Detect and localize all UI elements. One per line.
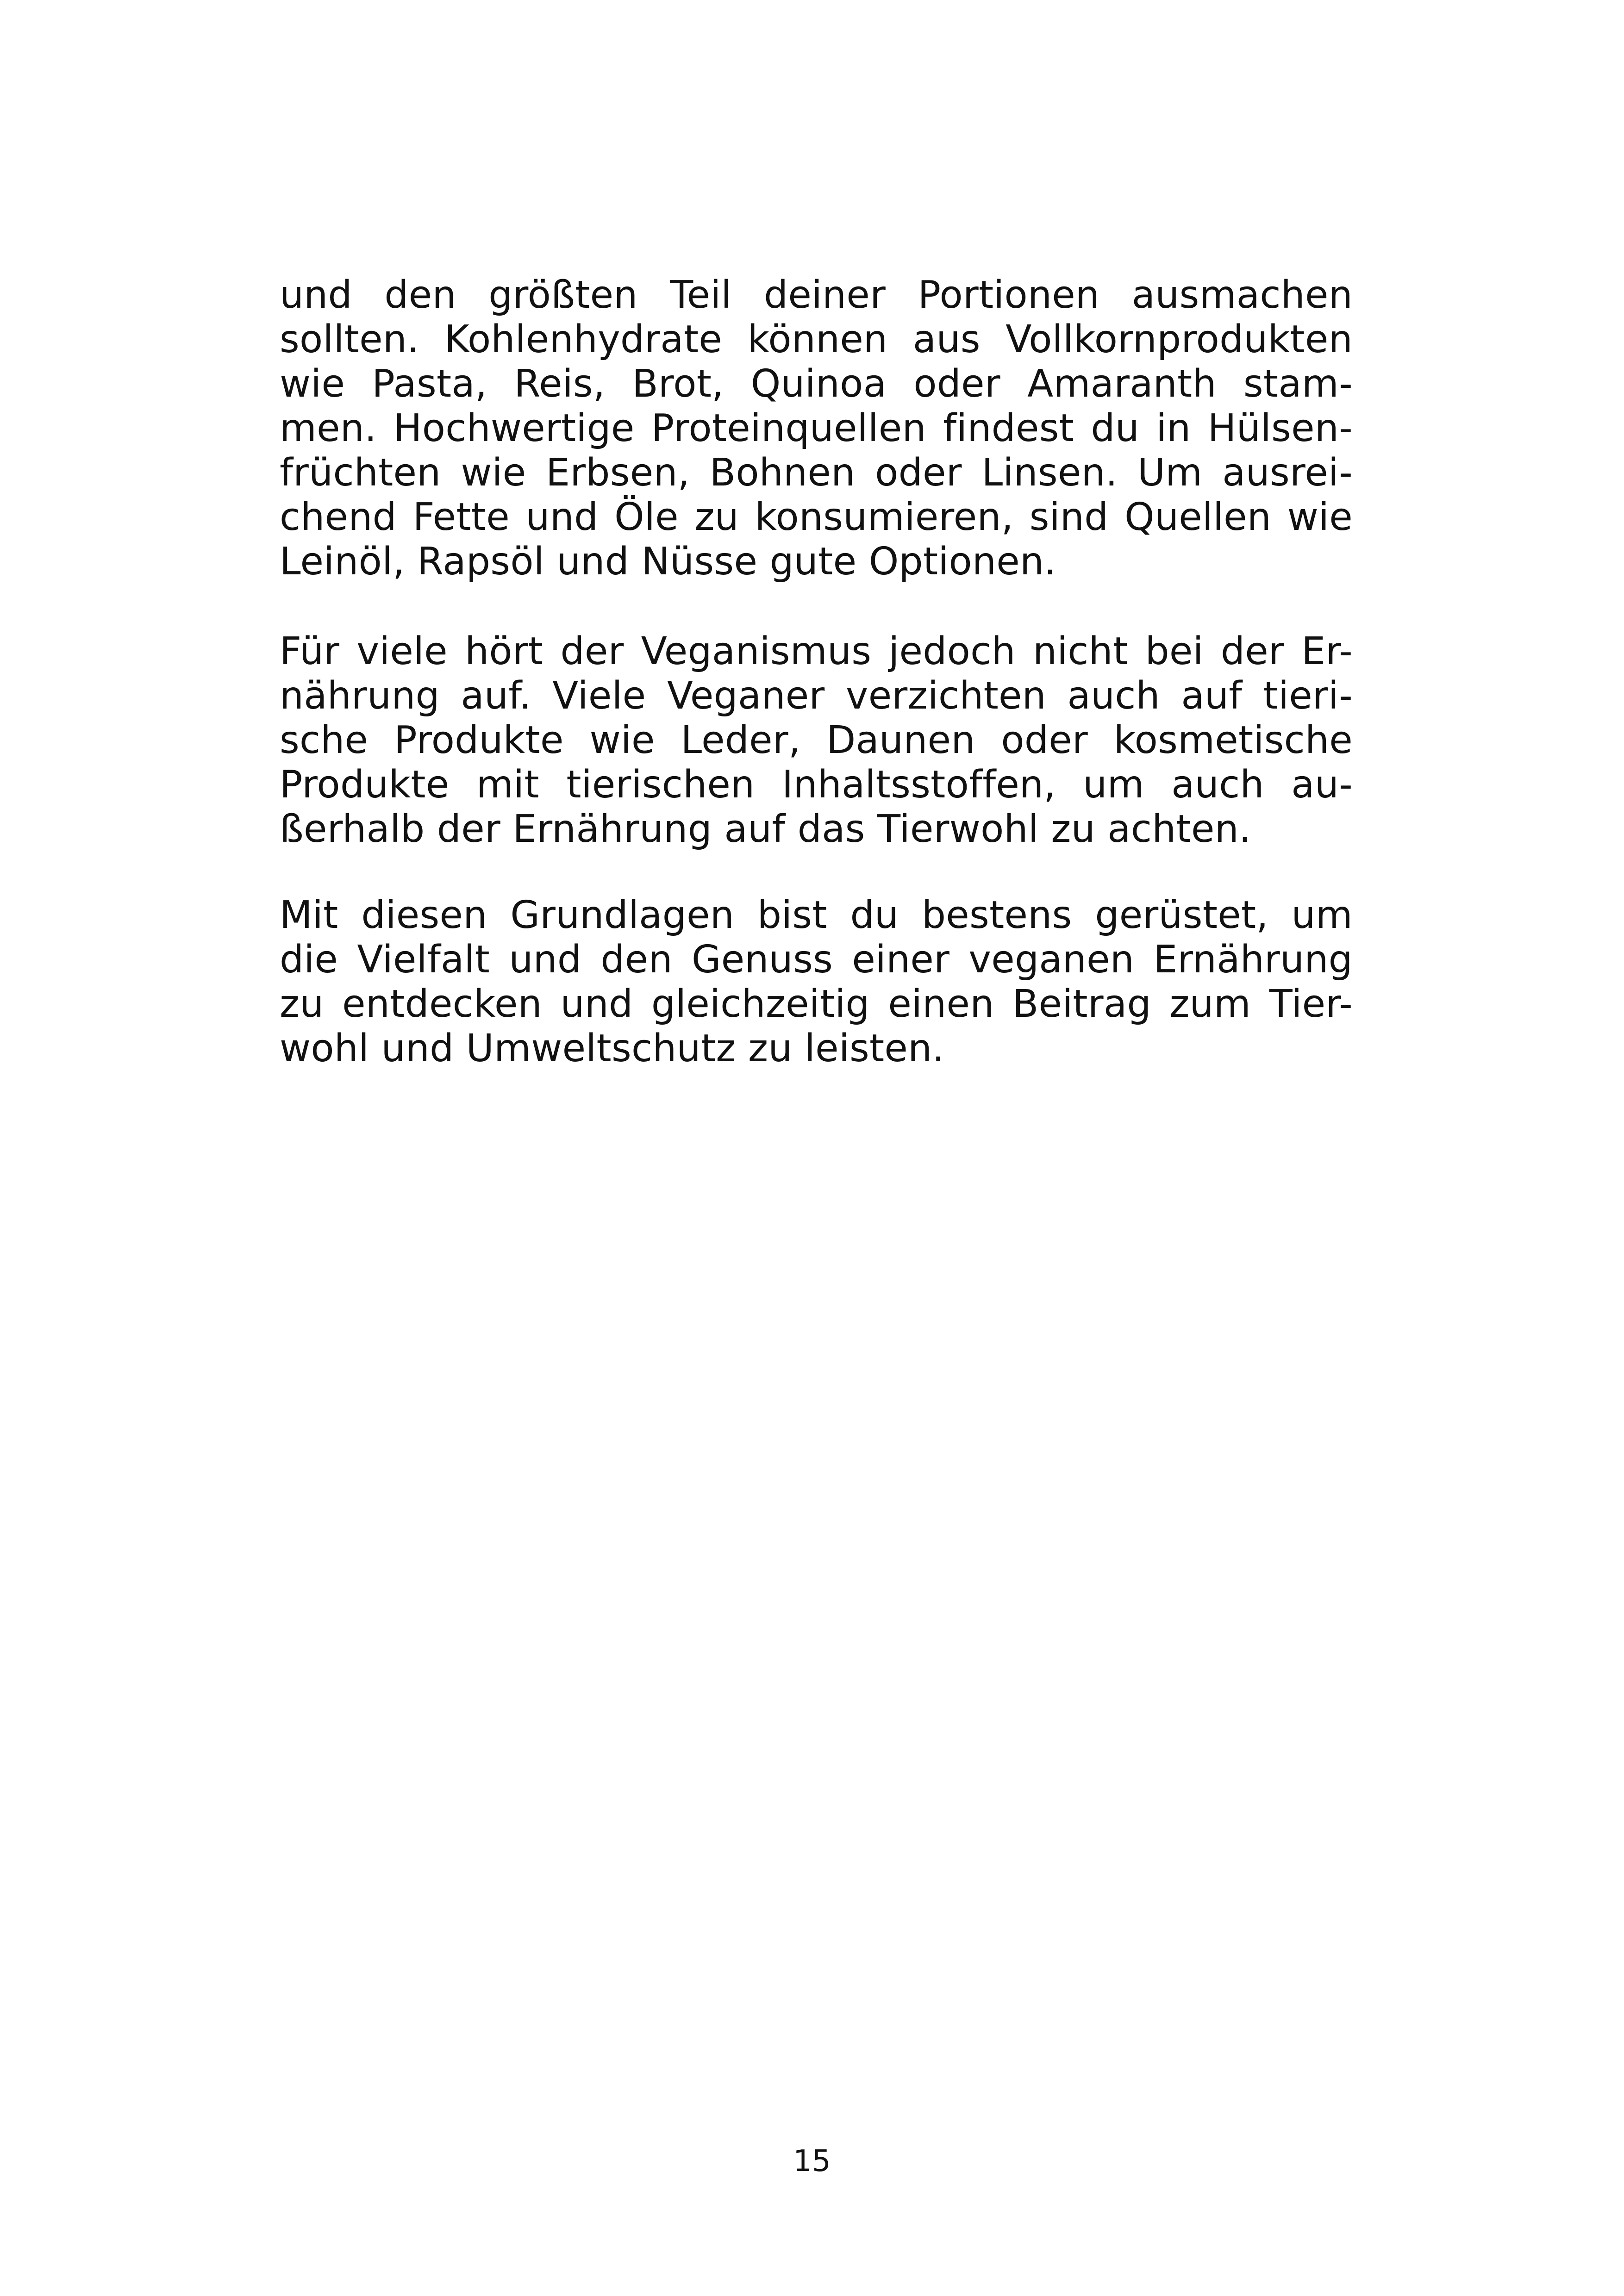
paragraph-line: früchten wie Erbsen, Bohnen oder Linsen. Um ausrei- [280, 451, 1353, 495]
paragraph-line: wie Pasta, Reis, Brot, Quinoa oder Amaranth stam- [280, 362, 1353, 406]
paragraph-line: Für viele hört der Veganismus jedoch nicht bei der Er- [280, 629, 1353, 673]
page-number: 15 [793, 2144, 831, 2178]
paragraph-1 [280, 273, 1353, 584]
paragraph-line: sche Produkte wie Leder, Daunen oder kosmetische [280, 718, 1353, 762]
paragraph-line: chend Fette und Öle zu konsumieren, sind Quellen wie [280, 495, 1353, 539]
paragraph-2 [280, 629, 1353, 852]
paragraph-line: Produkte mit tierischen Inhaltsstoffen, um auch au- [280, 763, 1353, 807]
paragraph-line: men. Hochwertige Proteinquellen findest du in Hülsen- [280, 406, 1353, 450]
paragraph-line: zu entdecken und gleichzeitig einen Beitrag zum Tier- [280, 982, 1353, 1026]
paragraph-line: nährung auf. Viele Veganer verzichten auch auf tieri- [280, 674, 1353, 718]
paragraph-3 [280, 893, 1353, 1071]
paragraph-line: ßerhalb der Ernährung auf das Tierwohl zu achten. [280, 807, 1251, 851]
paragraph-line: und den größten Teil deiner Portionen ausmachen [280, 273, 1353, 317]
paragraph-line: Leinöl, Rapsöl und Nüsse gute Optionen. [280, 540, 1056, 584]
paragraph-line: Mit diesen Grundlagen bist du bestens gerüstet, um [280, 893, 1353, 937]
paragraph-line: wohl und Umweltschutz zu leisten. [280, 1027, 944, 1070]
paragraph-line: die Vielfalt und den Genuss einer veganen Ernährung [280, 938, 1353, 982]
paragraph-line: sollten. Kohlenhydrate können aus Vollkornprodukten [280, 317, 1353, 361]
